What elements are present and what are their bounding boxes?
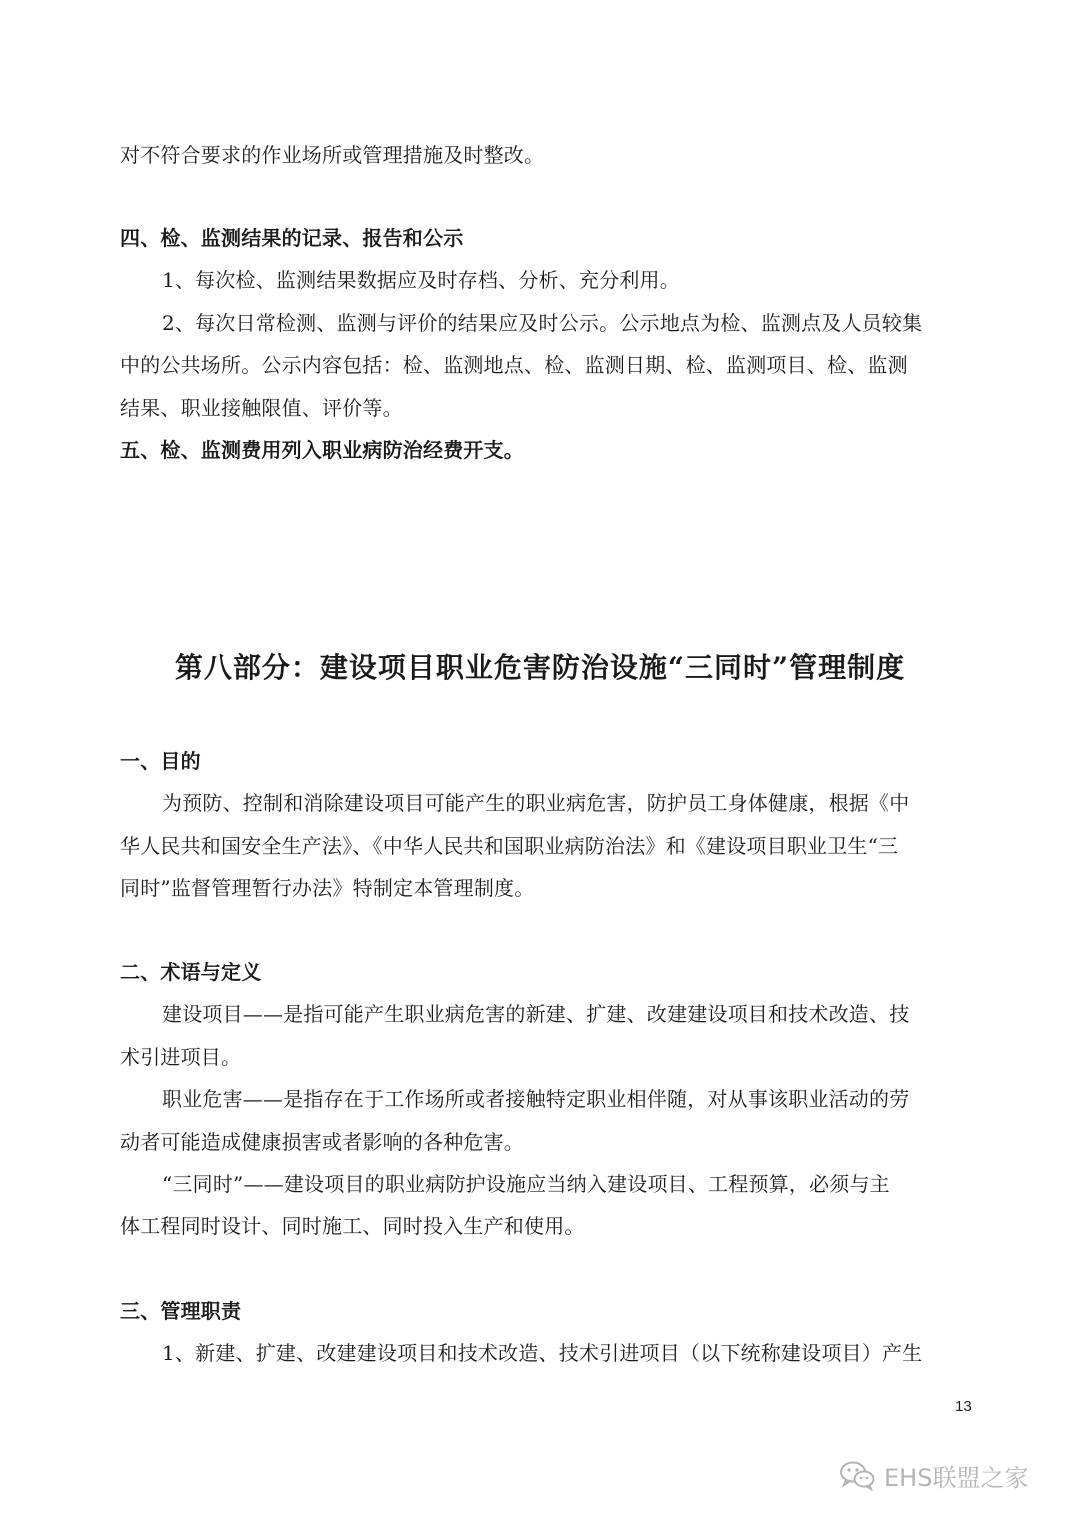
term-occupational-hazard-line-2: 动者可能造成健康损害或者影响的各种危害。 <box>120 1130 524 1154</box>
term-construction-project-line-2: 术引进项目。 <box>120 1045 242 1069</box>
section-5-heading: 五、检、监测费用列入职业病防治经费开支。 <box>120 438 524 462</box>
top-paragraph-line: 对不符合要求的作业场所或管理措施及时整改。 <box>120 143 545 167</box>
responsibilities-heading: 三、管理职责 <box>120 1299 242 1323</box>
term-three-simultaneous-line-2: 体工程同时设计、同时施工、同时投入生产和使用。 <box>120 1214 585 1238</box>
section-4-item-2-line-1: 2、每次日常检测、监测与评价的结果应及时公示。公示地点为检、监测点及人员较集 <box>162 311 923 335</box>
watermark <box>838 1458 1028 1492</box>
term-construction-project-line-1: 建设项目——是指可能产生职业病危害的新建、扩建、改建建设项目和技术改造、技 <box>162 1002 910 1026</box>
page-number: 13 <box>955 1398 972 1415</box>
watermark-text: EHS联盟之家 <box>884 1463 1029 1492</box>
section-4-heading: 四、检、监测结果的记录、报告和公示 <box>120 226 464 250</box>
wechat-icon <box>838 1459 876 1491</box>
purpose-line-3: 同时”监督管理暂行办法》特制定本管理制度。 <box>120 876 535 900</box>
purpose-line-2: 华人民共和国安全生产法》、《中华人民共和国职业病防治法》和《建设项目职业卫生“三 <box>120 834 899 858</box>
section-4-item-2-line-2: 中的公共场所。公示内容包括：检、监测地点、检、监测日期、检、监测项目、检、监测 <box>120 353 908 377</box>
section-4-item-2-line-3: 结果、职业接触限值、评价等。 <box>120 396 403 420</box>
purpose-line-1: 为预防、控制和消除建设项目可能产生的职业病危害，防护员工身体健康，根据《中 <box>162 791 910 815</box>
responsibilities-item-1-line-1: 1、新建、扩建、改建建设项目和技术改造、技术引进项目（以下统称建设项目）产生 <box>162 1341 923 1365</box>
purpose-heading: 一、目的 <box>120 749 201 773</box>
term-three-simultaneous-line-1: “三同时”——建设项目的职业病防护设施应当纳入建设项目、工程预算，必须与主 <box>162 1172 890 1196</box>
section-4-item-1: 1、每次检、监测结果数据应及时存档、分析、充分利用。 <box>162 268 680 292</box>
part-8-title: 第八部分：建设项目职业危害防治设施“三同时”管理制度 <box>174 651 906 684</box>
terms-heading: 二、术语与定义 <box>120 960 262 984</box>
term-occupational-hazard-line-1: 职业危害——是指存在于工作场所或者接触特定职业相伴随，对从事该职业活动的劳 <box>162 1087 910 1111</box>
